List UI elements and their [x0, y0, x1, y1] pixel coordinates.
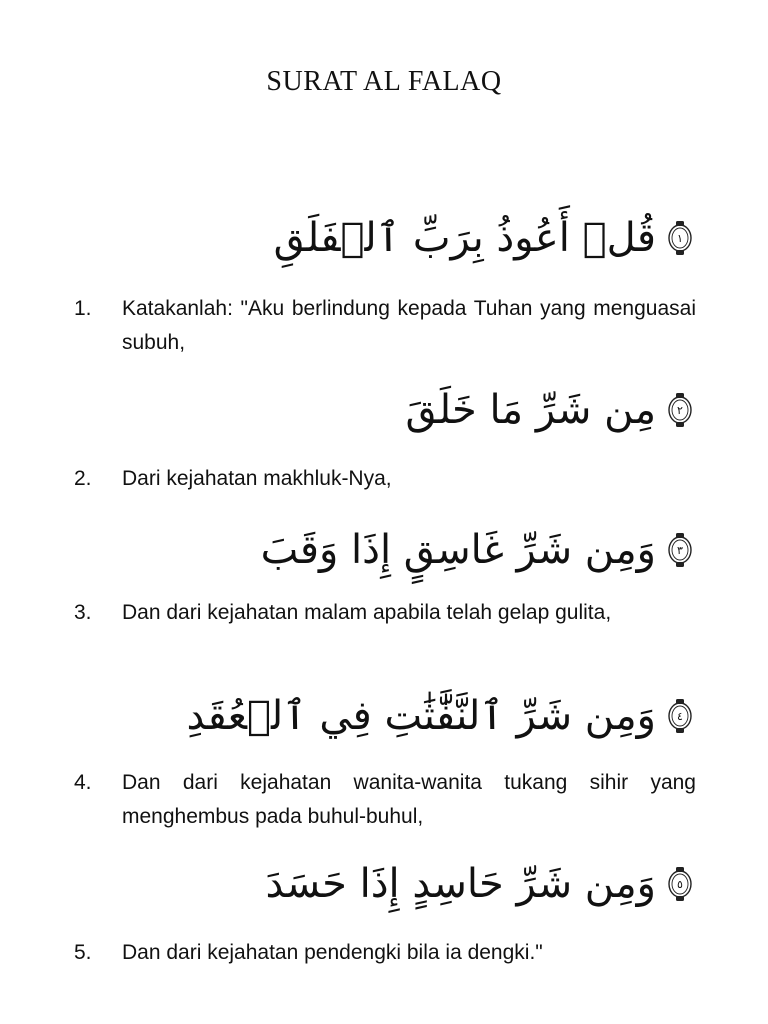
- ayah-end-marker-icon: [666, 864, 694, 904]
- ayah-number: ٥: [677, 877, 683, 891]
- translation-text: Dan dari kejahatan malam apabila telah gelap gulita,: [122, 601, 612, 624]
- translation-text: Dan dari kejahatan wanita-wanita tukang sihir yang menghembus pada buhul-buhul,: [122, 771, 696, 828]
- translation-number: 2.: [74, 467, 92, 490]
- translation-number: 4.: [74, 771, 92, 794]
- ayah-number: ٤: [677, 709, 683, 723]
- ayah-end-marker-icon: [666, 696, 694, 736]
- arabic-verse-5: [265, 861, 694, 907]
- ayah-end-marker-icon: [666, 218, 694, 258]
- translation-5: [74, 936, 696, 970]
- ayah-end-marker-icon: [666, 530, 694, 570]
- ayah-number: ١: [677, 231, 683, 245]
- arabic-verse-4: [186, 693, 694, 739]
- arabic-verse-2: [405, 387, 694, 433]
- arabic-verse-3: [260, 527, 694, 573]
- ayah-number: ٢: [677, 403, 683, 417]
- translation-text: Katakanlah: "Aku berlindung kepada Tuhan yang menguasai subuh,: [122, 297, 696, 354]
- arabic-text: مِن شَرِّ مَا خَلَقَ: [405, 387, 656, 433]
- translation-1: [74, 292, 696, 360]
- arabic-text: وَمِن شَرِّ غَاسِقٍ إِذَا وَقَبَ: [260, 527, 656, 573]
- translation-4: [74, 766, 696, 834]
- translation-number: 3.: [74, 601, 92, 624]
- arabic-verse-1: [273, 215, 694, 261]
- translation-text: Dan dari kejahatan pendengki bila ia dengki.": [122, 941, 543, 964]
- page-title: SURAT AL FALAQ: [266, 66, 502, 97]
- translation-number: 5.: [74, 941, 92, 964]
- translation-number: 1.: [74, 297, 92, 320]
- translation-3: [74, 596, 696, 630]
- translation-text: Dari kejahatan makhluk-Nya,: [122, 467, 392, 490]
- translation-2: [74, 462, 696, 496]
- arabic-text: وَمِن شَرِّ ٱلنَّفَّٰثَٰتِ فِي ٱلۡعُقَدِ: [186, 693, 656, 739]
- ayah-number: ٣: [677, 543, 683, 557]
- arabic-text: قُلۡ أَعُوذُ بِرَبِّ ٱلۡفَلَقِ: [273, 215, 656, 261]
- arabic-text: وَمِن شَرِّ حَاسِدٍ إِذَا حَسَدَ: [265, 861, 656, 907]
- ayah-end-marker-icon: [666, 390, 694, 430]
